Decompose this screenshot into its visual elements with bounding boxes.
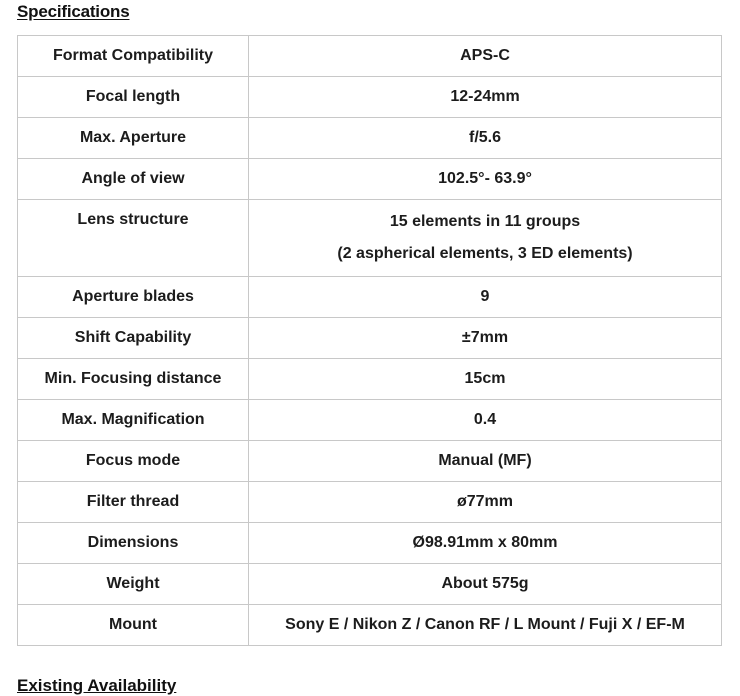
spec-row [18, 564, 722, 605]
spec-value [249, 36, 722, 77]
spec-label: Mount [18, 605, 249, 646]
spec-value [249, 359, 722, 400]
spec-label: Aperture blades [18, 277, 249, 318]
spec-row [18, 77, 722, 118]
spec-value-line: ø77mm [456, 493, 514, 510]
spec-value-line: 12-24mm [450, 88, 520, 105]
next-section-heading: Existing Availability [17, 676, 177, 695]
specifications-table-body [18, 36, 722, 646]
spec-value [249, 564, 722, 605]
spec-value-line: 9 [480, 288, 490, 305]
spec-value [249, 200, 722, 277]
spec-row [18, 318, 722, 359]
spec-value [249, 277, 722, 318]
spec-label: Format Compatibility [18, 36, 249, 77]
spec-value [249, 605, 722, 646]
spec-value [249, 400, 722, 441]
spec-value [249, 441, 722, 482]
specifications-table [17, 35, 722, 646]
spec-row [18, 441, 722, 482]
spec-label: Dimensions [18, 523, 249, 564]
specifications-heading: Specifications [17, 2, 130, 21]
spec-value-line: 0.4 [473, 411, 497, 428]
spec-value-line: Sony E / Nikon Z / Canon RF / L Mount / Fuji X / EF-M [285, 616, 685, 633]
spec-row [18, 523, 722, 564]
spec-label: Angle of view [18, 159, 249, 200]
spec-row [18, 36, 722, 77]
spec-row [18, 159, 722, 200]
spec-value [249, 77, 722, 118]
spec-value [249, 159, 722, 200]
spec-label: Max. Magnification [18, 400, 249, 441]
spec-value-line: ±7mm [461, 329, 509, 346]
spec-row [18, 605, 722, 646]
spec-label: Max. Aperture [18, 118, 249, 159]
spec-value-line: (2 aspherical elements, 3 ED elements) [337, 245, 633, 262]
spec-value-line: Manual (MF) [438, 452, 532, 469]
spec-value-line: 15cm [464, 370, 506, 387]
spec-label: Weight [18, 564, 249, 605]
spec-row [18, 200, 722, 277]
spec-label: Min. Focusing distance [18, 359, 249, 400]
spec-label: Lens structure [18, 200, 249, 277]
spec-row [18, 482, 722, 523]
spec-row [18, 359, 722, 400]
spec-label: Filter thread [18, 482, 249, 523]
spec-row [18, 277, 722, 318]
spec-value-line: APS-C [460, 47, 510, 64]
spec-value [249, 482, 722, 523]
spec-value-line: About 575g [441, 575, 529, 592]
spec-value [249, 318, 722, 359]
spec-value-line: 102.5°- 63.9° [438, 170, 532, 187]
spec-value-line: 15 elements in 11 groups [389, 213, 581, 230]
spec-value [249, 118, 722, 159]
spec-row [18, 118, 722, 159]
spec-value-line: f/5.6 [468, 129, 501, 146]
spec-value-line: Ø98.91mm x 80mm [412, 534, 558, 551]
spec-label: Focal length [18, 77, 249, 118]
spec-label: Shift Capability [18, 318, 249, 359]
spec-row [18, 400, 722, 441]
spec-value [249, 523, 722, 564]
spec-label: Focus mode [18, 441, 249, 482]
